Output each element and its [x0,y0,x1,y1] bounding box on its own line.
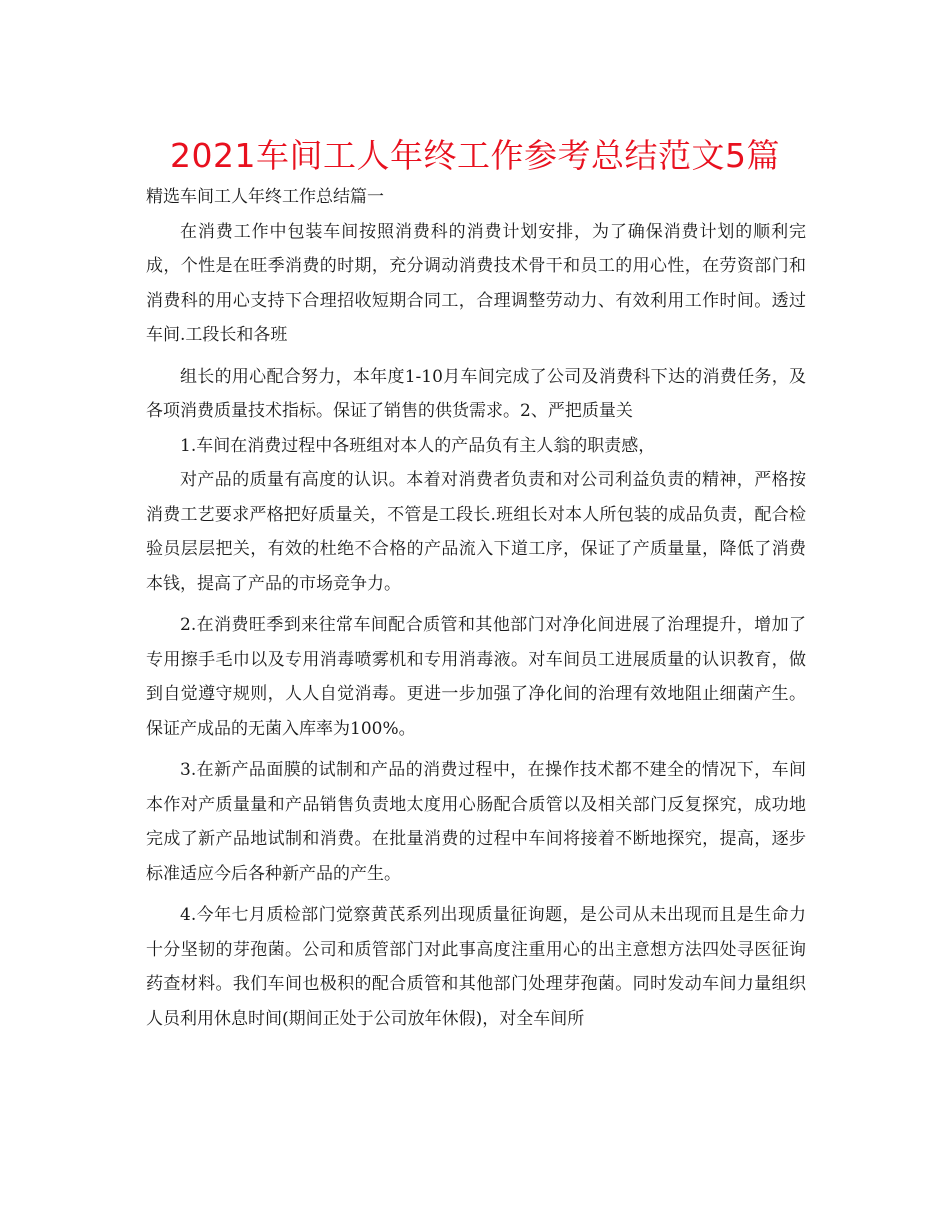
document-title: 2021车间工人年终工作参考总结范文5篇 [170,136,780,175]
body-paragraph: 4.今年七月质检部门觉察黄芪系列出现质量征询题，是公司从未出现而且是生命力十分坚韧的芽孢菌。公司和质管部门对此事高度注重用心的出主意想方法四处寻医征询药查材料。我们车间也极积的配合质管和其他部门处理芽孢菌。同时发动车间力量组织人员利用休息时间(期间正处于公司放年休假)，对全车间所 [146,905,806,1029]
body-paragraph: 组长的用心配合努力，本年度1-10月车间完成了公司及消费科下达的消费任务，及各项消费质量技术指标。保证了销售的供货需求。2、严把质量关 [146,366,806,421]
body-paragraph: 3.在新产品面膜的试制和产品的消费过程中，在操作技术都不建全的情况下，车间本作对产质量量和产品销售负责地太度用心肠配合质管以及相关部门反复探究，成功地完成了新产品地试制和消费。在批量消费的过程中车间将接着不断地探究，提高，逐步标准适应今后各种新产品的产生。 [146,760,806,884]
document-body [146,180,806,1036]
body-paragraph: 1.车间在消费过程中各班组对本人的产品负有主人翁的职责感， [180,435,656,456]
body-paragraph: 2.在消费旺季到来往常车间配合质管和其他部门对净化间进展了治理提升，增加了专用擦手毛巾以及专用消毒喷雾机和专用消毒液。对车间员工进展质量的认识教育，做到自觉遵守规则，人人自觉消毒。更进一步加强了净化间的治理有效地阻止细菌产生。保证产成品的无菌入库率为100%。 [146,615,806,739]
body-paragraph: 对产品的质量有高度的认识。本着对消费者负责和对公司利益负责的精神，严格按消费工艺要求严格把好质量关，不管是工段长.班组长对本人所包装的成品负责，配合检验员层层把关，有效的杜绝不合格的产品流入下道工序，保证了产质量量，降低了消费本钱，提高了产品的市场竞争力。 [146,470,806,594]
body-paragraph: 在消费工作中包装车间按照消费科的消费计划安排，为了确保消费计划的顺利完成，个性是在旺季消费的时期，充分调动消费技术骨干和员工的用心性，在劳资部门和消费科的用心支持下合理招收短期合同工，合理调整劳动力、有效利用工作时间。透过车间.工段长和各班 [146,221,806,345]
section-heading: 精选车间工人年终工作总结篇一 [146,187,384,207]
